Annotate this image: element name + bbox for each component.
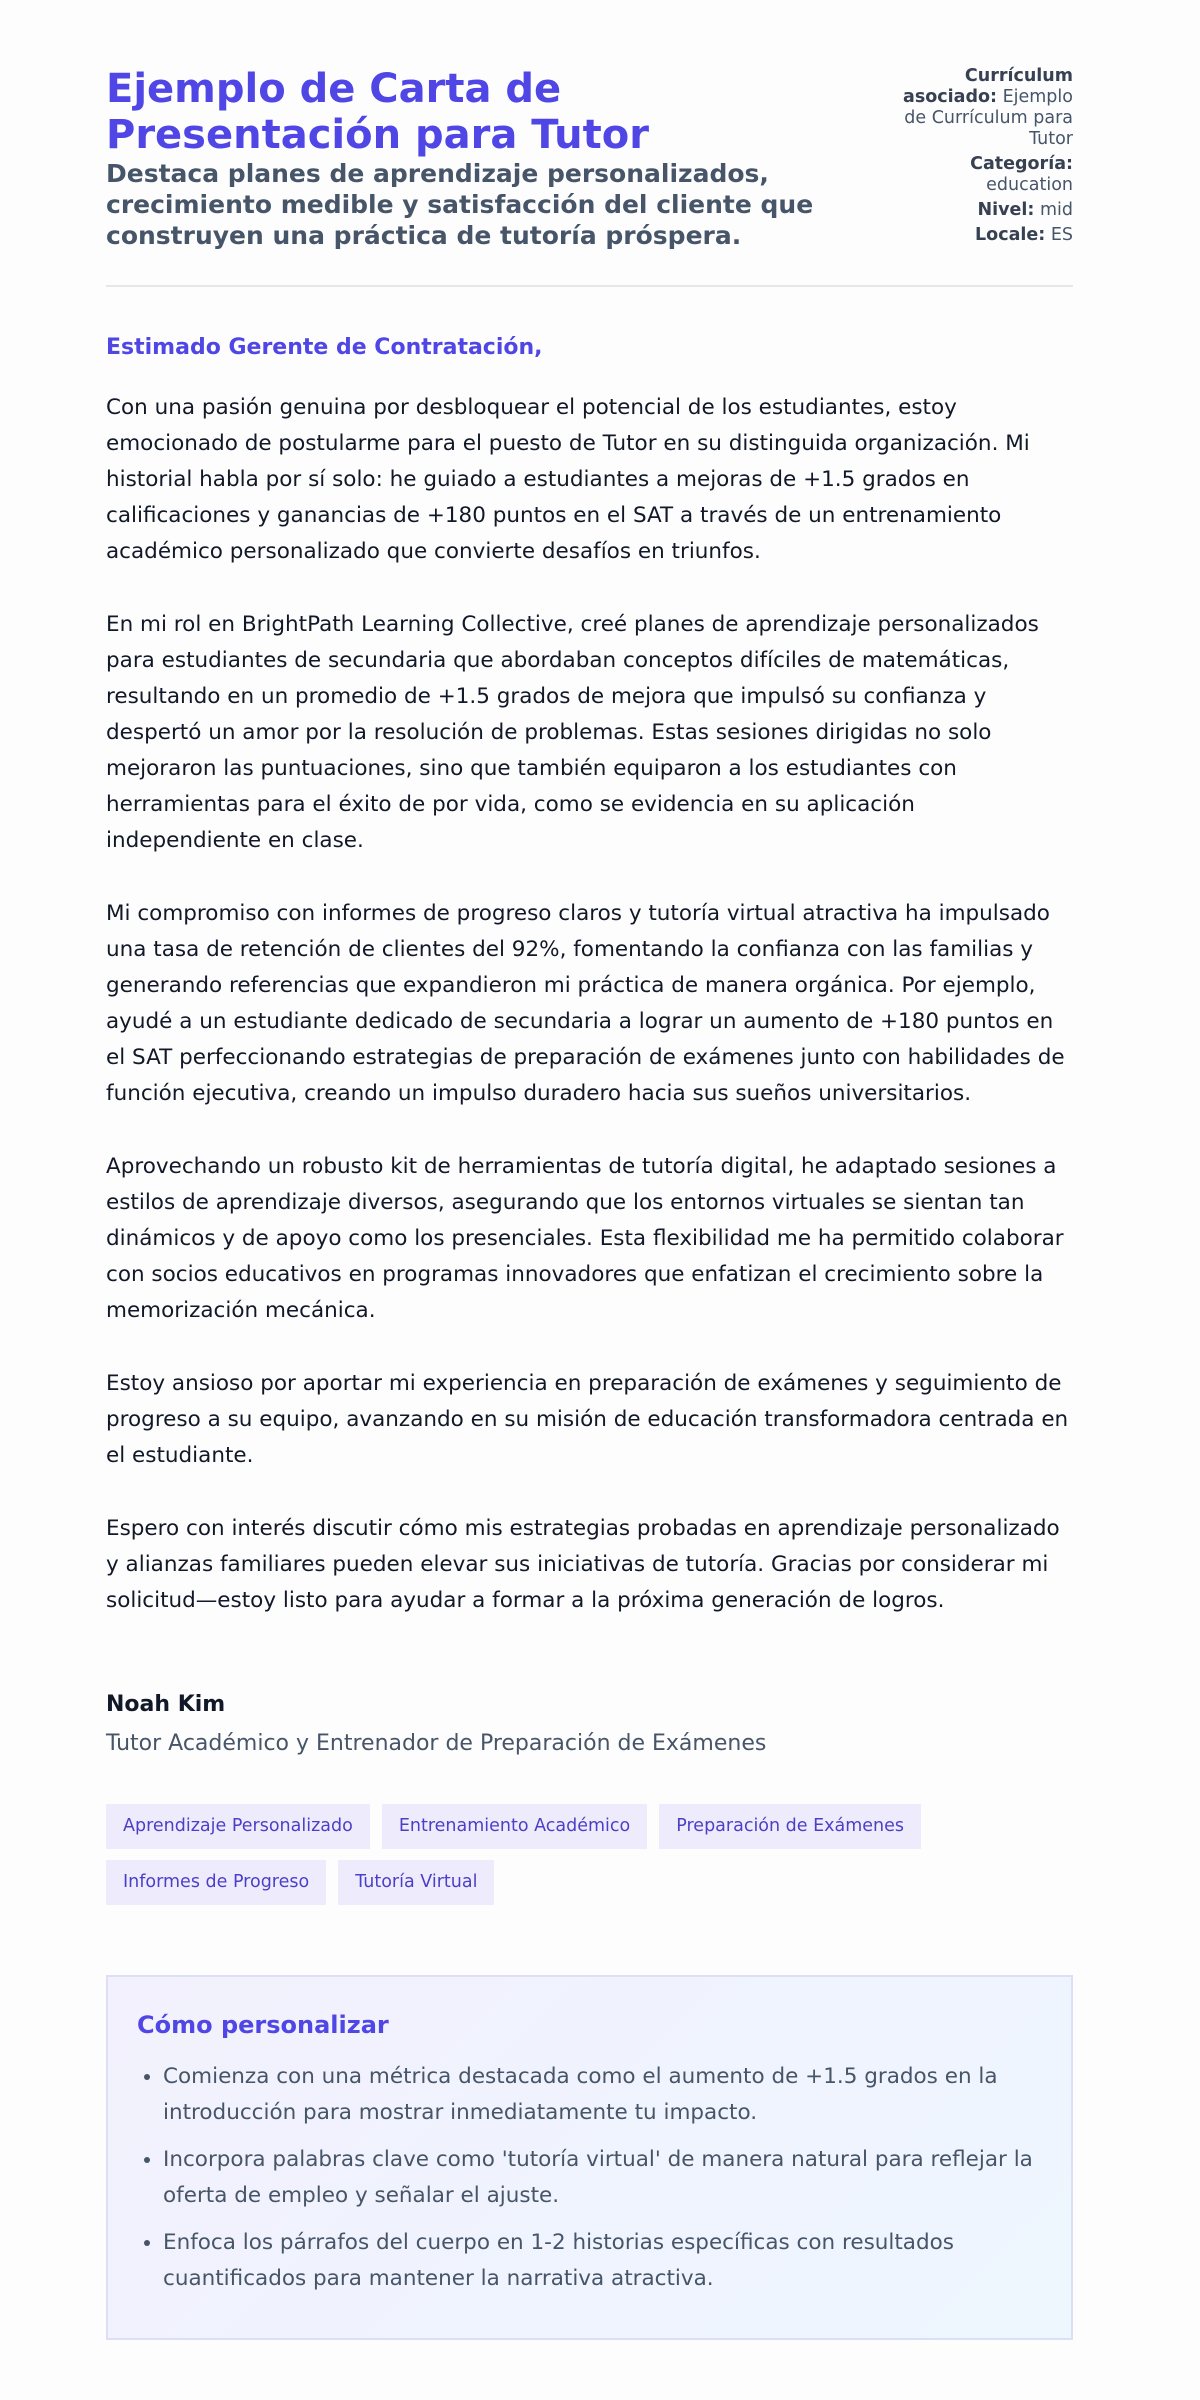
meta-level-label: Nivel: — [977, 200, 1035, 220]
meta-category-value: education — [986, 175, 1073, 195]
skill-tag: Entrenamiento Académico — [382, 1804, 647, 1849]
tip-item: • Incorpora palabras clave como 'tutoría virtual' de manera natural para reflejar la oferta de empleo y señalar el ajuste. — [163, 2142, 1041, 2214]
letter-paragraph: Con una pasión genuina por desbloquear el potencial de los estudiantes, estoy emocionado de postularme para el puesto de Tutor en su distinguida organización. Mi historial habla por sí solo: he guiado a estudiantes a mejoras de +1.5 grados en calificaciones y ganancias de +180 puntos en el SAT a través de un entrenamiento académico personalizado que convierte desafíos en triunfos. — [106, 395, 1030, 564]
skill-tag: Aprendizaje Personalizado — [106, 1804, 370, 1849]
meta-locale-label: Locale: — [975, 225, 1046, 245]
skill-tag: Preparación de Exámenes — [659, 1804, 921, 1849]
tips-heading: Cómo personalizar — [137, 2011, 389, 2039]
signature-name: Noah Kim — [106, 1692, 226, 1717]
skill-tag: Informes de Progreso — [106, 1860, 326, 1905]
page-header — [106, 66, 1073, 287]
meta-resume — [903, 66, 1073, 150]
meta-panel — [903, 66, 1073, 250]
meta-category-label: Categoría: — [970, 154, 1073, 174]
meta-resume-value: Ejemplo de Currículum para Tutor — [904, 87, 1073, 149]
tip-item: • Enfoca los párrafos del cuerpo en 1-2 historias específicas con resultados cuantificados para mantener la narrativa atractiva. — [163, 2225, 1041, 2297]
page-subtitle: Destaca planes de aprendizaje personalizados, crecimiento medible y satisfacción del cliente que construyen una práctica de tutoría próspera. — [106, 159, 814, 250]
meta-resume-label: Currículum asociado: — [903, 66, 1073, 107]
customization-tips — [106, 1975, 1073, 2340]
meta-category — [903, 154, 1073, 196]
skill-tags — [106, 1804, 1006, 1905]
title-block — [106, 66, 866, 251]
letter-paragraph: Espero con interés discutir cómo mis estrategias probadas en aprendizaje personalizado y alianzas familiares pueden elevar sus iniciativas de tutoría. Gracias por considerar mi solicitud—estoy listo para ayudar a formar a la próxima generación de logros. — [106, 1516, 1060, 1613]
meta-locale — [903, 225, 1073, 246]
signature-title: Tutor Académico y Entrenador de Preparación de Exámenes — [106, 1731, 767, 1756]
tip-item: • Comienza con una métrica destacada como el aumento de +1.5 grados en la introducción para mostrar inmediatamente tu impacto. — [163, 2059, 1041, 2131]
letter-paragraph: Mi compromiso con informes de progreso claros y tutoría virtual atractiva ha impulsado una tasa de retención de clientes del 92%, fomentando la confianza con las familias y generando referencias que expandieron mi práctica de manera orgánica. Por ejemplo, ayudé a un estudiante dedicado de secundaria a lograr un aumento de +180 puntos en el SAT perfeccionando estrategias de preparación de exámenes junto con habilidades de función ejecutiva, creando un impulso duradero hacia sus sueños universitarios. — [106, 901, 1065, 1106]
letter-paragraph: Estoy ansioso por aportar mi experiencia en preparación de exámenes y seguimiento de progreso a su equipo, avanzando en su misión de educación transformadora centrada en el estudiante. — [106, 1371, 1069, 1468]
letter-paragraph: Aprovechando un robusto kit de herramientas de tutoría digital, he adaptado sesiones a estilos de aprendizaje diversos, asegurando que los entornos virtuales se sientan tan dinámicos y de apoyo como los presenciales. Esta flexibilidad me ha permitido colaborar con socios educativos en programas innovadores que enfatizan el crecimiento sobre la memorización mecánica. — [106, 1154, 1064, 1323]
page-title: Ejemplo de Carta de Presentación para Tutor — [106, 66, 649, 158]
letter-paragraph: En mi rol en BrightPath Learning Collective, creé planes de aprendizaje personalizados para estudiantes de secundaria que abordaban conceptos difíciles de matemáticas, resultando en un promedio de +1.5 grados de mejora que impulsó su confianza y despertó un amor por la resolución de problemas. Estas sesiones dirigidas no solo mejoraron las puntuaciones, sino que también equiparon a los estudiantes con herramientas para el éxito de por vida, como se evidencia en su aplicación independiente en clase. — [106, 612, 1039, 853]
tips-list — [137, 2059, 1041, 2297]
meta-level — [903, 200, 1073, 221]
skill-tag: Tutoría Virtual — [338, 1860, 494, 1905]
meta-level-value: mid — [1039, 200, 1073, 220]
letter-body — [106, 390, 1073, 1619]
meta-locale-value: ES — [1050, 225, 1073, 245]
letter-greeting: Estimado Gerente de Contratación, — [106, 335, 543, 360]
